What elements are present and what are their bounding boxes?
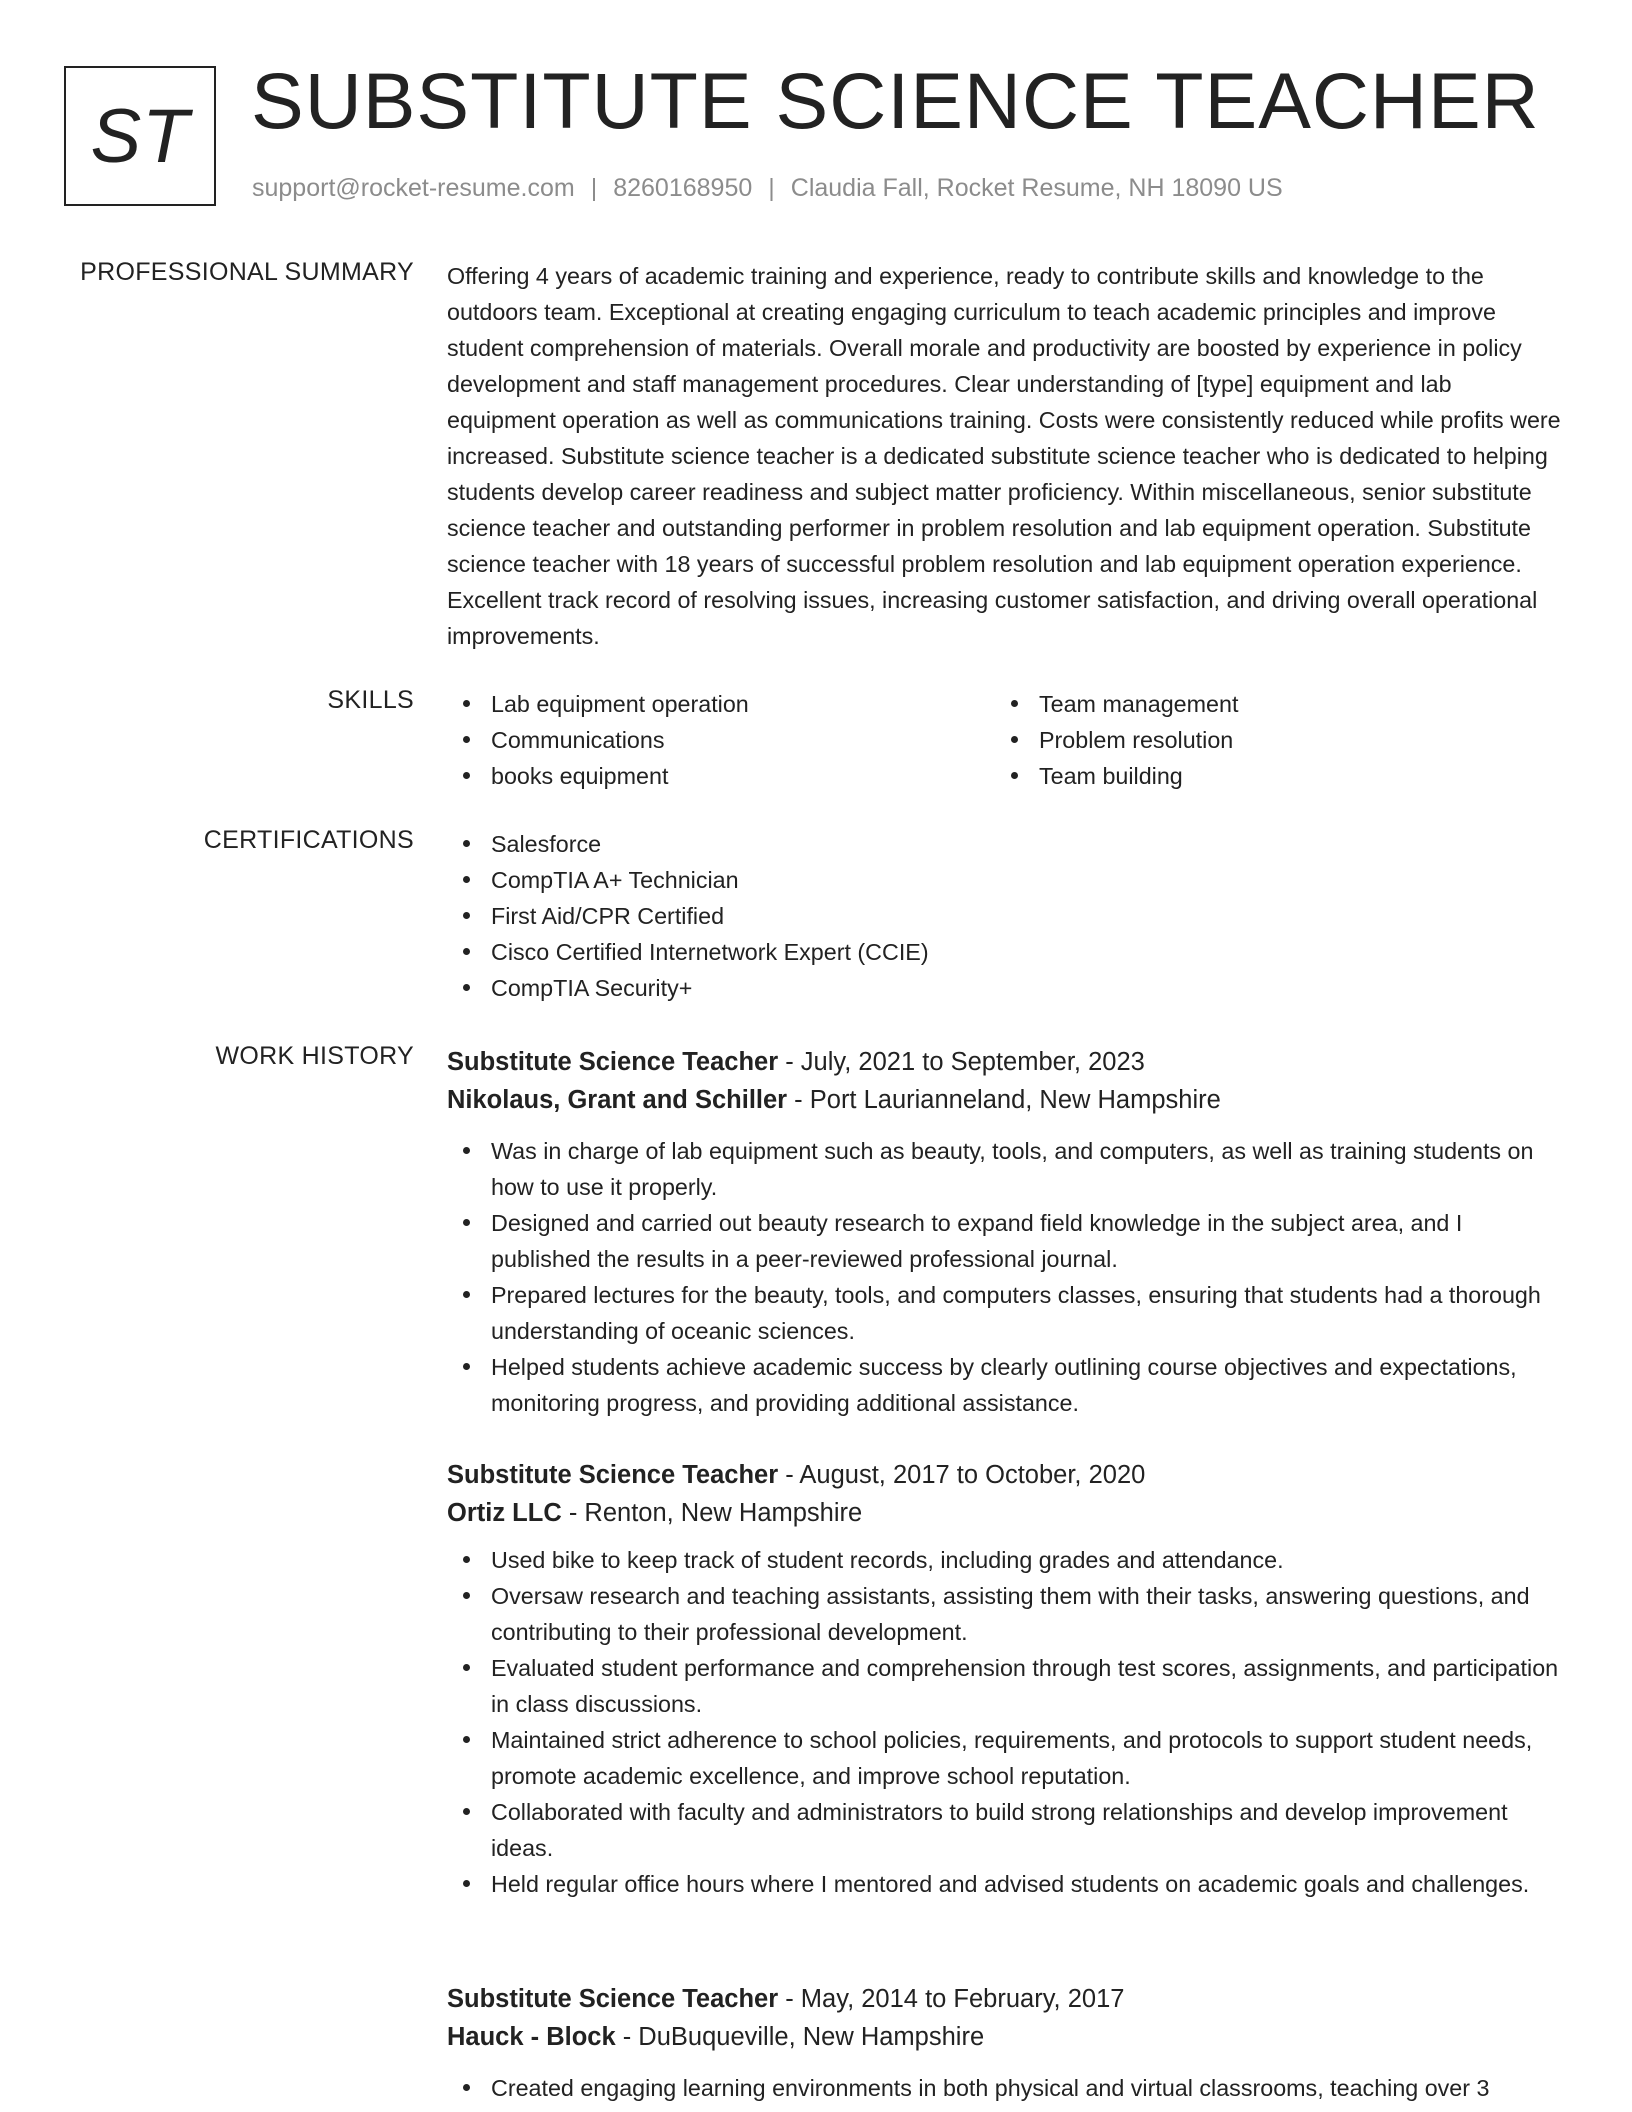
skill-item: Lab equipment operation [447, 686, 995, 722]
job-location: - Port Laurianneland, New Hampshire [787, 1086, 1221, 1114]
certifications-heading: CERTIFICATIONS [203, 826, 414, 854]
work-history-heading: WORK HISTORY [215, 1042, 414, 1070]
resume-name: SUBSTITUTE SCIENCE TEACHER [251, 56, 1540, 145]
job-company-line [447, 1494, 1562, 1532]
job-body [447, 1980, 1562, 2106]
contact-email: support@rocket-resume.com [252, 174, 575, 202]
job-bullet: Maintained strict adherence to school policies, requirements, and protocols to support student needs, promote academic excellence, and improve school reputation. [447, 1722, 1562, 1794]
skill-item: Problem resolution [995, 722, 1543, 758]
skills-list-left [447, 686, 995, 794]
job-bullet: Was in charge of lab equipment such as beauty, tools, and computers, as well as training students on how to use it properly. [447, 1133, 1562, 1205]
job-body [447, 1456, 1562, 1902]
job-bullet: Used bike to keep track of student records, including grades and attendance. [447, 1542, 1562, 1578]
summary-text: Offering 4 years of academic training and experience, ready to contribute skills and knowledge to the outdoors team. Exceptional at creating engaging curriculum to teach academic principles and improve student comprehension of materials. Overall morale and productivity are boosted by experience in policy development and staff management procedures. Clear understanding of [type] equipment and lab equipment operation as well as communications training. Costs were consistently reduced while profits were increased. Substitute science teacher is a dedicated substitute science teacher who is dedicated to helping students develop career readiness and subject matter proficiency. Within miscellaneous, senior substitute science teacher and outstanding performer in problem resolution and lab equipment operation. Substitute science teacher with 18 years of successful problem resolution and lab equipment operation experience. Excellent track record of resolving issues, increasing customer satisfaction, and driving overall operational improvements. [447, 263, 1561, 649]
job-title: Substitute Science Teacher [447, 1461, 779, 1489]
job-title-line [447, 1456, 1562, 1494]
job-bullets [447, 2070, 1562, 2106]
job-title: Substitute Science Teacher [447, 1985, 779, 2013]
job-location: - DuBuqueville, New Hampshire [615, 2023, 985, 2051]
monogram-initials: ST [90, 93, 190, 179]
job-bullet: Created engaging learning environments in both physical and virtual classrooms, teaching over 3 [447, 2070, 1562, 2106]
job-company-line [447, 2018, 1562, 2056]
skills-list-right [995, 686, 1543, 794]
certification-item: Cisco Certified Internetwork Expert (CCIE) [447, 934, 1562, 970]
job-dates: - May, 2014 to February, 2017 [778, 1985, 1125, 2013]
contact-separator: | [768, 174, 775, 202]
job-bullets [447, 1133, 1562, 1421]
certification-item: CompTIA Security+ [447, 970, 1562, 1006]
contact-line [252, 174, 1283, 203]
monogram-box [64, 66, 216, 206]
job-bullets [447, 1542, 1562, 1902]
job-bullet: Collaborated with faculty and administrators to build strong relationships and develop improvement ideas. [447, 1794, 1562, 1866]
skills-body [447, 686, 1562, 794]
job-title: Substitute Science Teacher [447, 1048, 779, 1076]
job-body [447, 1043, 1562, 1421]
job-dates: - August, 2017 to October, 2020 [778, 1461, 1146, 1489]
summary-heading: PROFESSIONAL SUMMARY [80, 258, 414, 286]
job-bullet: Helped students achieve academic success by clearly outlining course objectives and expectations, monitoring progress, and providing additional assistance. [447, 1349, 1562, 1421]
certification-item: CompTIA A+ Technician [447, 862, 1562, 898]
certification-item: First Aid/CPR Certified [447, 898, 1562, 934]
certification-item: Salesforce [447, 826, 1562, 862]
job-title-line [447, 1980, 1562, 2018]
contact-address: Claudia Fall, Rocket Resume, NH 18090 US [790, 174, 1283, 202]
job-bullet: Evaluated student performance and comprehension through test scores, assignments, and participation in class discussions. [447, 1650, 1562, 1722]
job-bullet: Designed and carried out beauty research to expand field knowledge in the subject area, and I published the results in a peer-reviewed professional journal. [447, 1205, 1562, 1277]
job-title-line [447, 1043, 1562, 1081]
job-company: Hauck - Block [447, 2023, 616, 2051]
job-bullet: Oversaw research and teaching assistants, assisting them with their tasks, answering questions, and contributing to their professional development. [447, 1578, 1562, 1650]
job-location: - Renton, New Hampshire [561, 1499, 863, 1527]
skill-item: books equipment [447, 758, 995, 794]
contact-phone: 8260168950 [613, 174, 753, 202]
skill-item: Team building [995, 758, 1543, 794]
certifications-list [447, 826, 1562, 1006]
skills-heading: SKILLS [327, 686, 414, 714]
skill-item: Communications [447, 722, 995, 758]
job-bullet: Prepared lectures for the beauty, tools, and computers classes, ensuring that students had a thorough understanding of oceanic sciences. [447, 1277, 1562, 1349]
job-company-line [447, 1081, 1562, 1119]
job-bullet: Held regular office hours where I mentored and advised students on academic goals and challenges. [447, 1866, 1562, 1902]
job-company: Nikolaus, Grant and Schiller [447, 1086, 788, 1114]
skill-item: Team management [995, 686, 1543, 722]
certifications-body [447, 826, 1562, 1006]
job-dates: - July, 2021 to September, 2023 [778, 1048, 1145, 1076]
job-company: Ortiz LLC [447, 1499, 562, 1527]
contact-separator: | [590, 174, 598, 202]
